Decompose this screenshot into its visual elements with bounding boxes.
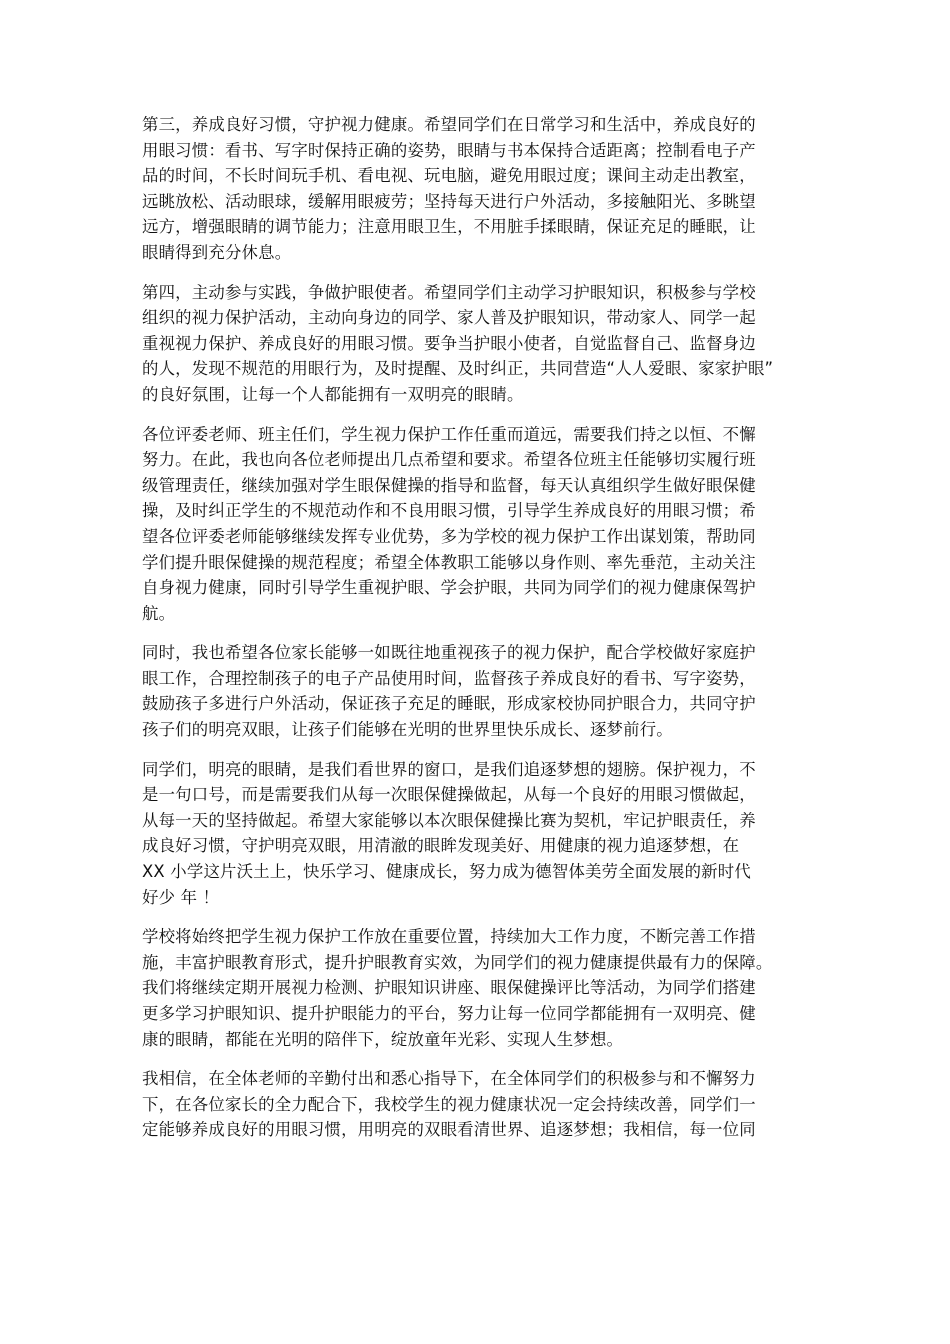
- text-line: 施，丰富护眼教育形式，提升护眼教育实效，为同学们的视力健康提供最有力的保障。: [142, 952, 773, 972]
- text-line: 我相信，在全体老师的辛勤付出和悉心指导下，在全体同学们的积极参与和不懈努力: [142, 1069, 756, 1089]
- text-line: 航。: [142, 603, 176, 623]
- text-line: 眼睛得到充分休息。: [142, 242, 292, 262]
- text-line: 组织的视力保护活动，主动向身边的同学、家人普及护眼知识，带动家人、同学一起: [142, 308, 756, 328]
- paragraph-habits: [142, 112, 814, 266]
- text-line: 品的时间，不长时间玩手机、看电视、玩电脑，避免用眼过度；课间主动走出教室，: [142, 166, 756, 186]
- text-line: 下，在各位家长的全力配合下，我校学生的视力健康状况一定会持续改善，同学们一: [142, 1094, 756, 1114]
- text-line: 学校将始终把学生视力保护工作放在重要位置，持续加大工作力度，不断完善工作措: [142, 927, 756, 947]
- text-line: 成良好习惯，守护明亮双眼，用清澈的眼眸发现美好、用健康的视力追逐梦想，在: [142, 836, 740, 856]
- text-line: 操，及时纠正学生的不规范动作和不良用眼习惯，引导学生养成良好的用眼习惯；希: [142, 501, 756, 521]
- text-line: 鼓励孩子多进行户外活动，保证孩子充足的睡眠，形成家校协同护眼合力，共同守护: [142, 694, 756, 714]
- text-line: 是一句口号，而是需要我们从每一次眼保健操做起，从每一个良好的用眼习惯做起，: [142, 785, 756, 805]
- text-line: 学们提升眼保健操的规范程度；希望全体教职工能够以身作则、率先垂范，主动关注: [142, 552, 756, 572]
- paragraph-students: [142, 757, 814, 911]
- text-line: 好少 年 ！: [142, 887, 220, 907]
- paragraph-teachers: [142, 422, 814, 627]
- text-line: 同时，我也希望各位家长能够一如既往地重视孩子的视力保护，配合学校做好家庭护: [142, 643, 756, 663]
- text-line: 更多学习护眼知识、提升护眼能力的平台，努力让每一位同学都能拥有一双明亮、健: [142, 1004, 756, 1023]
- text-line: 望各位评委老师能够继续发挥专业优势，多为学校的视力保护工作出谋划策，帮助同: [142, 526, 756, 546]
- text-line: 远眺放松、活动眼球，缓解用眼疲劳；坚持每天进行户外活动，多接触阳光、多眺望: [142, 191, 756, 211]
- paragraph-parents: [142, 640, 814, 742]
- text-line: 远方，增强眼睛的调节能力；注意用眼卫生，不用脏手揉眼睛，保证充足的睡眠，让: [142, 217, 756, 237]
- text-line: 我们将继续定期开展视力检测、护眼知识讲座、眼保健操评比等活动，为同学们搭建: [142, 978, 756, 998]
- paragraph-belief: [142, 1066, 814, 1143]
- text-line: 重视视力保护、养成良好的用眼习惯。要争当护眼小使者，自觉监督自己、监督身边: [142, 333, 756, 353]
- text-line: 自身视力健康，同时引导学生重视护眼、学会护眼，共同为同学们的视力健康保驾护: [142, 578, 756, 598]
- text-line: 孩子们的明亮双眼，让孩子们能够在光明的世界里快乐成长、逐梦前行。: [142, 720, 673, 740]
- text-line: XX 小学这片沃土上，快乐学习、健康成长，努力成为德智体美劳全面发展的新时代: [142, 862, 751, 882]
- text-line: 从每一天的坚持做起。希望大家能够以本次眼保健操比赛为契机，牢记护眼责任，养: [142, 810, 756, 830]
- text-line: 眼工作，合理控制孩子的电子产品使用时间，监督孩子养成良好的看书、写字姿势，: [142, 668, 756, 688]
- text-line: 的良好氛围，让每一个人都能拥有一双明亮的眼睛。: [142, 384, 524, 404]
- paragraph-school: [142, 924, 814, 1052]
- text-line: 的人，发现不规范的用眼行为，及时提醒、及时纠正，共同营造“人人爱眼、家家护眼”: [142, 359, 774, 379]
- text-line: 第四，主动参与实践，争做护眼使者。希望同学们主动学习护眼知识，积极参与学校: [142, 282, 756, 302]
- text-line: 努力。在此，我也向各位老师提出几点希望和要求。希望各位班主任能够切实履行班: [142, 450, 756, 470]
- text-line: 各位评委老师、班主任们，学生视力保护工作任重而道远，需要我们持之以恒、不懈: [142, 424, 756, 444]
- text-line: 康的眼睛，都能在光明的陪伴下，绽放童年光彩、实现人生梦想。: [142, 1029, 624, 1049]
- text-line: 第三，养成良好习惯，守护视力健康。希望同学们在日常学习和生活中，养成良好的: [142, 115, 756, 134]
- text-line: 同学们，明亮的眼睛，是我们看世界的窗口，是我们追逐梦想的翅膀。保护视力，不: [142, 759, 756, 779]
- paragraph-practice: [142, 280, 814, 408]
- document-body: [142, 112, 814, 1157]
- text-line: 用眼习惯：看书、写字时保持正确的姿势，眼睛与书本保持合适距离；控制看电子产: [142, 140, 756, 160]
- text-line: 定能够养成良好的用眼习惯，用明亮的双眼看清世界、追逐梦想；我相信，每一位同: [142, 1120, 756, 1140]
- text-line: 级管理责任，继续加强对学生眼保健操的指导和监督，每天认真组织学生做好眼保健: [142, 475, 756, 495]
